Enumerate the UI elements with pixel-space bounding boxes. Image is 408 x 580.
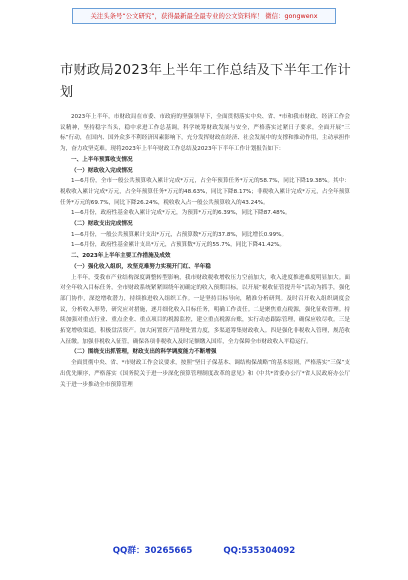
qq-number: QQ:535304092 [223,546,296,556]
body-paragraph: 2023年上半年，市财政局在市委、市政府的坚强领导下，全面贯彻落实中央、省、*市和我市财政、经济工作会议精神，坚持稳字当头，稳中求进工作总基调，科学统筹财政发展与安全，严格落实过紧日子要求，全面开展“三标”行动，在国内、国外众多不利经济因素影响下，充分发挥财政在经济、社会发展中的支撑和推动作用，主动承担作为，奋力攻坚克难。现将2023年上半年财政工作总结及2023年下半年工作计划报告如下： [60,114,350,153]
section-heading: 二、2023年上半年主要工作措施及成效 [71,253,171,260]
section-heading: （一）强化收入组织，攻坚克难努力实现开门红、半年稳 [71,263,211,270]
body-paragraph: 1—6月份，全市一般公共预算收入累计完成*万元，占全年预算任务*万元的58.7%，同比下降19.38%。其中：税收收入累计完成*万元，占全年预算任务*万元的48.63%，同比下降8.17%；非税收入累计完成*万元，占全年预算任务*万元的69.7%，同比下降26.24%，税收收入占一般公共预算收入的43.24%。 [60,178,350,206]
body-paragraph: 全面贯彻中央、省、*市财政工作会议要求，按照“坚日子保基本、调结构保战略”的基本原则，严格落实“三保”支出优先顺序，严格落实《国务院关于进一步深化预算管理制度改革的意见》和《中共*省委办公厅*省人民政府办公厅关于进一步推动全市预算管理 [60,360,350,388]
section-heading: 一、上半年预算收支情况 [71,156,133,163]
document-body [60,112,350,390]
body-paragraph: 1—6月份，政府性基金累计支出*万元，占预算数*万元的55.7%，同比下降41.42%。 [71,242,286,249]
section-heading: （一）财政收入完成情况 [71,167,133,174]
body-paragraph: 1—6月份，政府性基金收入累计完成*万元，为预算*万元的6.39%，同比下降87.48%。 [71,210,291,217]
promo-banner[interactable]: 关注头条号“公文研究”，获得最新最全最专业的公文资料库！ 微信：gongwenx [72,8,336,24]
section-heading: （二）围绕支出抓管理，财政支出的科学调度能力不断增强 [71,349,217,356]
body-paragraph: 1—6月份，一般公共预算累计支出*万元，占预算数*万元的37.8%，同比增长0.99%。 [71,231,288,238]
qq-group: QQ群：30265665 [112,546,193,556]
contact-footer [0,544,408,558]
body-paragraph: 上半年，受我市产业结构深度调整转型影响，我市财政税收增收压力空前加大，收入进度推进难度明显加大。面对全年收入目标任务，全市财政系统紧紧围绕年初确定的收入预期目标，以开展“税收征管提升年”活动为抓手，强化部门协作，深挖增收潜力，持续推进收入组织工作。一是坚持目标导向，精准分析研判。及时召开收入组织调度会议，分析收入形势，研究应对措施，逐月细化收入目标任务，明确工作责任。二是聚焦重点税源，强化征收管理。持续加强对重点行业、重点企业、重点项目的税源监控，建立重点税源台账，实行动态跟踪管理，确保应收尽收。三是拓宽增收渠道，积极盘活资产。加大闲置资产清理处置力度，多渠道筹集财政收入。四是强化非税收入管理，规范收入征缴。加强非税收入征管，确保各项非税收入及时足额缴入国库，全力保障全市财政收入平稳运行。 [60,274,350,345]
section-heading: （二）财政支出完成情况 [71,221,133,228]
document-title: 市财政局2023年上半年工作总结及下半年工作计划 [60,63,352,100]
